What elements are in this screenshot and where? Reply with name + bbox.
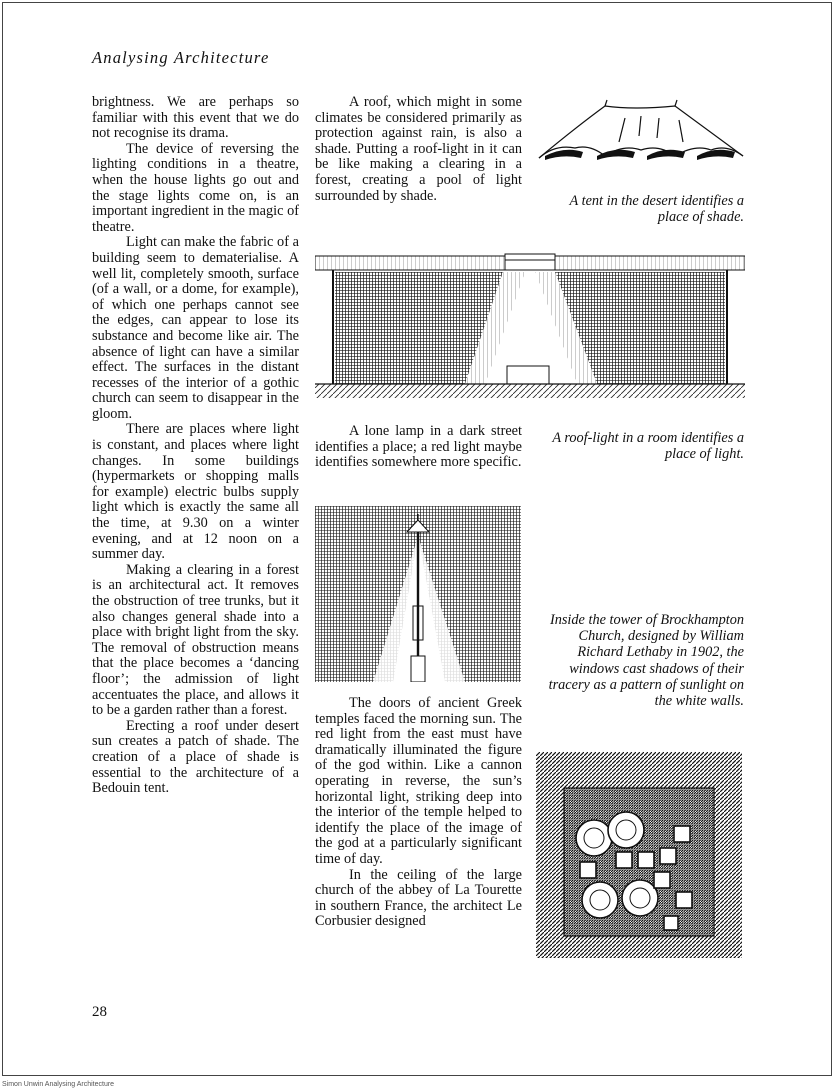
text-column-middle-lamp (315, 424, 522, 471)
paragraph-brightness: brightness. We are perhaps so familiar with this event that we do not recognise its drama. (92, 94, 299, 142)
rooflight-section-illustration (315, 250, 745, 402)
caption-rooflight: A roof-light in a room identifies a place of light. (552, 430, 744, 463)
footer-text: Simon Unwin Analysing Architecture (2, 1081, 115, 1088)
page-number: 28 (92, 1004, 107, 1020)
caption-tower: Inside the tower of Brockhampton Church, designed by William Richard Lethaby in 1902, the windows cast shadows of their tracery as a pattern of sunlight on the white walls. (548, 612, 744, 710)
paragraph-tourette: In the ceiling of the large church of the abbey of La Tourette in southern France, the architect Le Corbusier designed (315, 866, 522, 930)
paragraph-temple: The doors of ancient Greek temples faced the morning sun. The red light from the east must have dramatically illuminated the figure of the god within. Like a cannon operating in reverse, the sun’s horizontal light, striking deep into the interior of the temple helped to identify the place of the image of the god at a particularly significant time of day. (315, 695, 522, 867)
running-head: Analysing Architecture (92, 48, 270, 67)
footer-imprint (0, 1078, 260, 1088)
text-column-left (92, 95, 299, 797)
paragraph-dematerialise: Light can make the fabric of a building seem to dematerialise. A well lit, completely smooth, surface (of a wall, or a dome, for example), of which one perhaps cannot see the edges, can appear to lose its substance and become like air. The absence of light can have a similar effect. The surfaces in the distant recesses of the interior of a gothic church can seem to disappear in the gloom. (92, 234, 299, 422)
paragraph-constant-light: There are places where light is constant, and places where light changes. In some buildings (hypermarkets or shopping malls for example) electric bulbs supply light which is exactly the same all the time, at 9.30 on a winter evening, and at 12 noon on a summer day. (92, 421, 299, 563)
text-column-middle-top (315, 95, 522, 204)
tracery-shadow-illustration (536, 752, 742, 958)
paragraph-lamp: A lone lamp in a dark street identifies a place; a red light maybe identifies somewhere more specific. (315, 423, 522, 471)
paragraph-theatre: The device of reversing the lighting conditions in a theatre, when the house lights go out and the stage lights come on, is an important ingredient in the magic of theatre. (92, 140, 299, 235)
paragraph-roof: A roof, which might in some climates be considered primarily as protection against rain, is also a shade. Putting a roof-light in it can be like making a clearing in a forest, creating a pool of light surrounded by shade. (315, 94, 522, 204)
street-lamp-illustration (315, 506, 521, 682)
paragraph-roof-shade: Erecting a roof under desert sun creates a patch of shade. The creation of a place of shade is essential to the architecture of a Bedouin tent. (92, 717, 299, 797)
caption-tent: A tent in the desert identifies a place of shade. (569, 193, 744, 226)
paragraph-clearing: Making a clearing in a forest is an architectural act. It removes the obstruction of tree trunks, but it also changes general shade into a place with bright light from the sky. The removal of obstruction means that the place becomes a ‘dancing floor’; the admission of light accentuates the place, and allows it to be a garden rather than a forest. (92, 561, 299, 719)
text-column-middle-bottom (315, 696, 522, 930)
tent-illustration (535, 98, 747, 170)
